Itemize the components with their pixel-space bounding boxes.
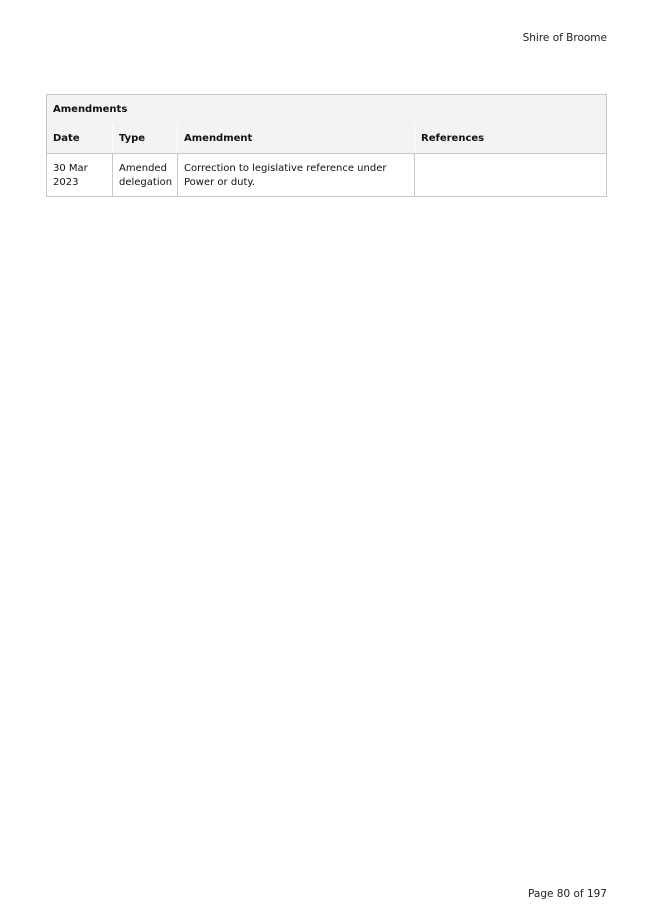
table-row [47,154,607,197]
column-header-amendment: Amendment [178,124,415,154]
page-number: Page 80 of 197 [528,888,607,900]
cell-date: 30 Mar 2023 [47,154,113,197]
column-header-type: Type [113,124,178,154]
cell-references [415,154,607,197]
table-header-row [47,124,607,154]
amendments-table [46,94,607,197]
header-organization: Shire of Broome [522,32,607,44]
column-header-references: References [415,124,607,154]
column-header-date: Date [47,124,113,154]
table-title-row [47,95,607,125]
cell-type: Amended delegation [113,154,178,197]
table-title: Amendments [47,95,607,125]
cell-amendment: Correction to legislative reference under Power or duty. [178,154,415,197]
